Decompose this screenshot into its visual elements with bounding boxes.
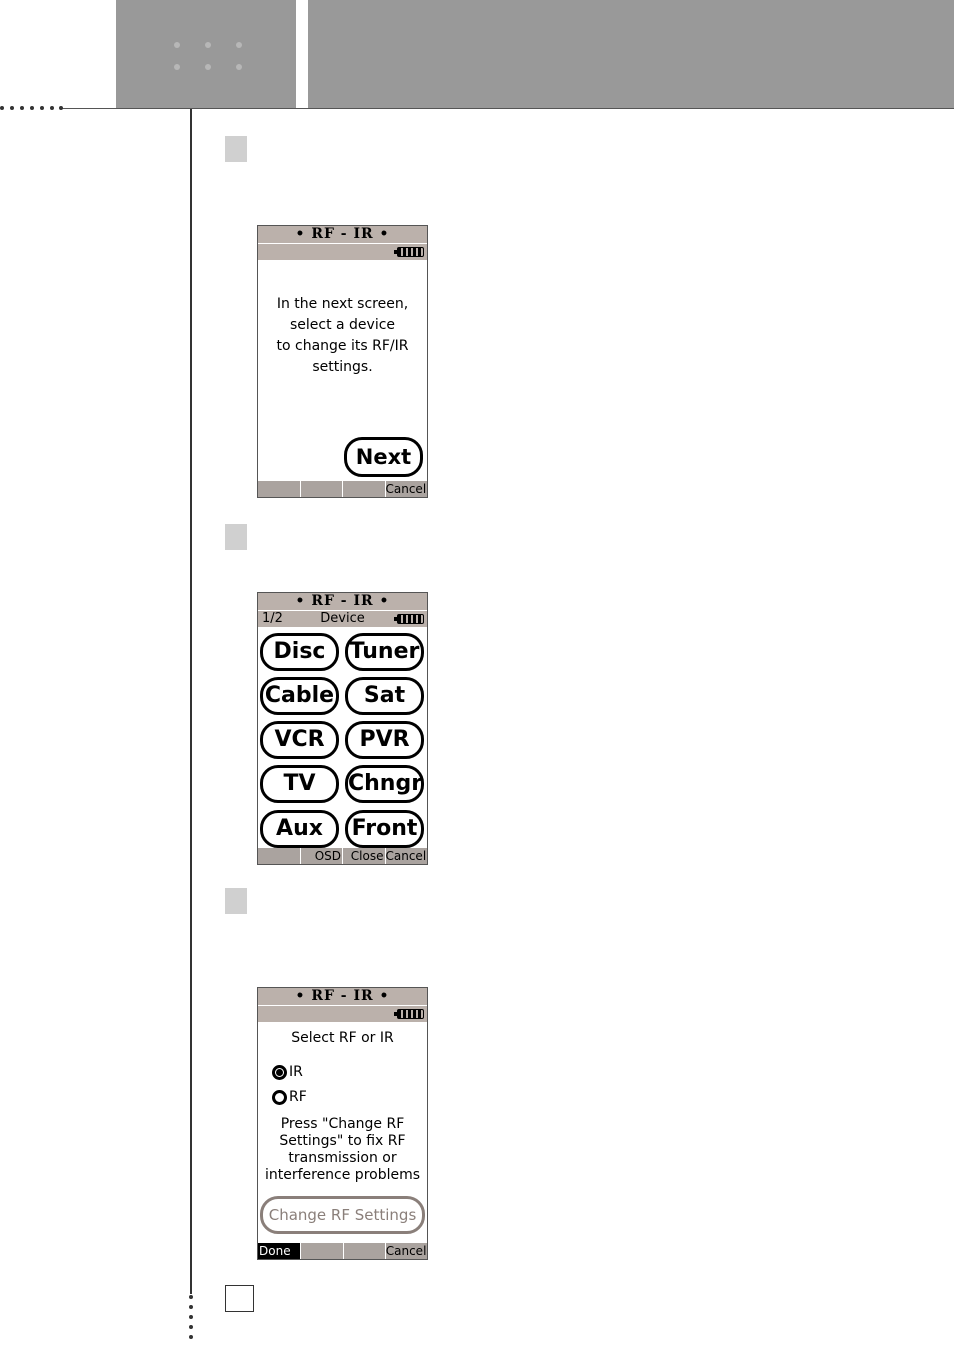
info-line: transmission or [288, 1150, 397, 1166]
close-softkey[interactable]: Close [343, 848, 386, 864]
softkey-2[interactable] [301, 481, 344, 497]
header-dot [205, 42, 211, 48]
softkey-3[interactable] [344, 1243, 386, 1259]
info-line: Press "Change RF [280, 1116, 405, 1132]
screen-title: • RF - IR • [258, 988, 427, 1005]
rule-dot [0, 106, 4, 110]
device-button-tuner[interactable]: Tuner [345, 633, 424, 671]
softkey-2[interactable] [301, 1243, 343, 1259]
radio-selected-icon[interactable] [272, 1065, 287, 1080]
info-text [258, 1116, 427, 1184]
header-tab [116, 0, 296, 109]
header-dot [174, 64, 180, 70]
message-line: In the next screen, [276, 296, 409, 312]
status-bar [258, 1005, 427, 1022]
rule-dot [30, 106, 34, 110]
header-dot [205, 64, 211, 70]
header-bar [308, 0, 954, 109]
device-button-cable[interactable]: Cable [260, 677, 339, 715]
device-button-chngr[interactable]: Chngr [345, 765, 424, 803]
page-indicator: 1/2 [262, 611, 283, 626]
battery-icon [397, 247, 424, 257]
margin-line [190, 109, 192, 1294]
radio-label: RF [289, 1089, 307, 1105]
cancel-softkey[interactable]: Cancel [385, 849, 427, 863]
rule-dot [59, 106, 63, 110]
screen-title: • RF - IR • [258, 593, 427, 610]
header-dot [174, 42, 180, 48]
step-marker-3 [225, 888, 247, 914]
margin-dot [189, 1335, 193, 1339]
done-softkey[interactable]: Done [258, 1243, 301, 1259]
message-line: select a device [289, 317, 396, 333]
margin-dot [189, 1305, 193, 1309]
device-button-pvr[interactable]: PVR [345, 721, 424, 759]
battery-icon [397, 1009, 424, 1019]
device-button-vcr[interactable]: VCR [260, 721, 339, 759]
device-screen-rf-ir [257, 987, 428, 1260]
step-marker-1 [225, 136, 247, 162]
margin-dot [189, 1295, 193, 1299]
softkey-3[interactable] [343, 481, 386, 497]
device-button-front[interactable]: Front [345, 810, 424, 848]
rule-dot [50, 106, 54, 110]
device-button-aux[interactable]: Aux [260, 810, 339, 848]
radio-label: IR [289, 1064, 303, 1080]
step-marker-4 [225, 1285, 254, 1312]
device-button-disc[interactable]: Disc [260, 633, 339, 671]
header-dot [236, 64, 242, 70]
radio-unselected-icon[interactable] [272, 1090, 287, 1105]
screen-title: • RF - IR • [258, 226, 427, 243]
rule-dot [20, 106, 24, 110]
device-screen-intro [257, 225, 428, 498]
cancel-softkey[interactable]: Cancel [385, 482, 427, 496]
message-line: to change its RF/IR [276, 338, 409, 354]
intro-message [258, 294, 427, 378]
osd-softkey[interactable]: OSD [301, 848, 344, 864]
info-line: interference problems [264, 1167, 421, 1183]
rule-dot [10, 106, 14, 110]
device-button-tv[interactable]: TV [260, 765, 339, 803]
softkey-bar [258, 481, 427, 497]
radio-option-ir[interactable] [272, 1063, 303, 1081]
margin-dot [189, 1315, 193, 1319]
info-line: Settings" to fix RF [279, 1133, 406, 1149]
status-bar [258, 610, 427, 627]
softkey-bar [258, 1243, 427, 1259]
header-dot [236, 42, 242, 48]
step-marker-2 [225, 524, 247, 550]
margin-dot [189, 1325, 193, 1329]
header-rule [60, 108, 954, 109]
rule-dot [40, 106, 44, 110]
device-button-sat[interactable]: Sat [345, 677, 424, 715]
cancel-softkey[interactable]: Cancel [385, 1244, 427, 1258]
status-bar [258, 243, 427, 260]
page-label: Device [320, 611, 365, 626]
select-prompt: Select RF or IR [291, 1030, 394, 1046]
change-rf-settings-button[interactable]: Change RF Settings [260, 1196, 425, 1234]
message-line: settings. [312, 359, 373, 375]
softkey-1[interactable] [258, 848, 301, 864]
radio-option-rf[interactable] [272, 1088, 307, 1106]
device-screen-select [257, 592, 428, 865]
softkey-bar [258, 848, 427, 864]
battery-icon [397, 614, 424, 624]
next-button[interactable]: Next [344, 437, 423, 477]
softkey-1[interactable] [258, 481, 301, 497]
